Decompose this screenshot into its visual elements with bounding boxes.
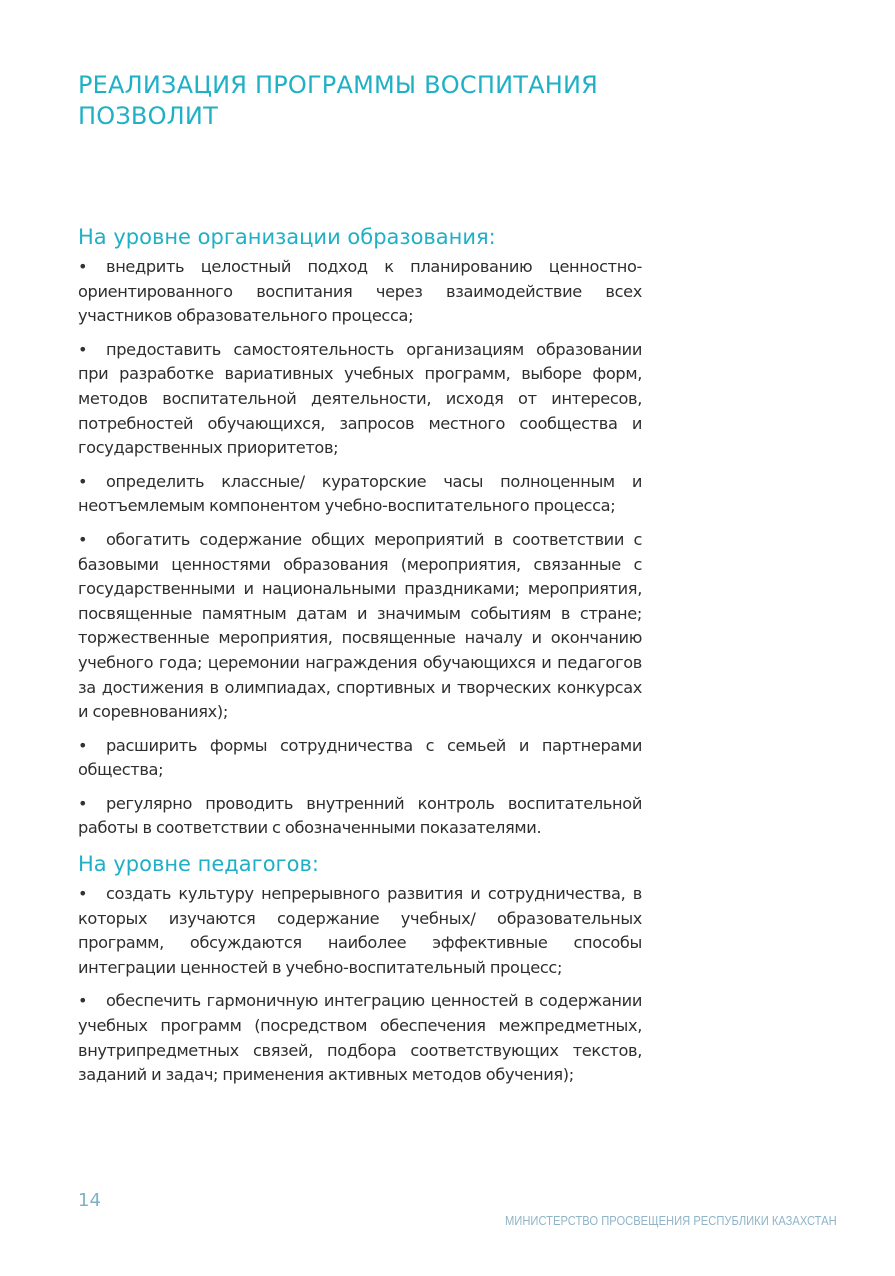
list-item-text: создать культуру непрерывного развития и сотрудничества, в которых изучаются содержание учебных/ образовательных программ, обсуждаются наиболее эффективные способы интеграции ценностей в учебно-воспитательный процесс; xyxy=(78,884,642,977)
bullet-icon: • xyxy=(78,471,88,491)
bullet-icon: • xyxy=(78,257,88,276)
page-title: РЕАЛИЗАЦИЯ ПРОГРАММЫ ВОСПИТАНИЯ ПОЗВОЛИТ xyxy=(78,71,598,130)
main-content xyxy=(78,222,642,1088)
section-heading-organization: На уровне организации образования: xyxy=(78,225,496,249)
bullet-list-organization xyxy=(78,255,642,841)
list-item-text: обогатить содержание общих мероприятий в соответствии с базовыми ценностями образования (мероприятия, связанные с государственными и национальными праздниками; мероприятия, посвященные памятным датам и значимым событиям в стране; торжественные мероприятия, посвященные началу и окончанию учебного года; церемонии награждения обучающихся и педагогов за достижения в олимпиадах, спортивных и творческих конкурсах и соревнованиях); xyxy=(78,529,642,722)
footer-ministry: МИНИСТЕРСТВО ПРОСВЕЩЕНИЯ РЕСПУБЛИКИ КАЗАХСТАН xyxy=(505,1213,837,1228)
bullet-icon: • xyxy=(78,735,88,755)
page-number: 14 xyxy=(78,1190,101,1211)
list-item xyxy=(78,882,642,980)
list-item-text: расширить формы сотрудничества с семьей и партнерами общества; xyxy=(78,735,642,780)
section-organization xyxy=(78,222,642,841)
list-item xyxy=(78,255,642,329)
bullet-icon: • xyxy=(78,991,88,1011)
list-item xyxy=(78,734,642,783)
list-item-text: обеспечить гармоничную интеграцию ценностей в содержании учебных программ (посредством обеспечения межпредметных, внутрипредметных связей, подбора соответствующих текстов, заданий и задач; применения активных методов обучения); xyxy=(78,991,642,1085)
list-item-text: регулярно проводить внутренний контроль воспитательной работы в соответствии с обозначенными показателями. xyxy=(78,793,642,838)
list-item xyxy=(78,989,642,1087)
section-heading-teachers: На уровне педагогов: xyxy=(78,852,319,877)
section-teachers xyxy=(78,849,642,1088)
bullet-list-teachers xyxy=(78,882,642,1088)
bullet-icon: • xyxy=(78,793,88,813)
list-item xyxy=(78,338,642,461)
bullet-icon: • xyxy=(78,339,88,359)
list-item xyxy=(78,528,642,725)
list-item-text: предоставить самостоятельность организациям образовании при разработке вариативных учебных программ, выборе форм, методов воспитательной деятельности, исходя от интересов, потребностей обучающихся, запросов местного сообщества и государственных приоритетов; xyxy=(78,339,642,458)
list-item xyxy=(78,792,642,841)
list-item xyxy=(78,470,642,519)
list-item-text: внедрить целостный подход к планированию ценностно-ориентированного воспитания через взаимодействие всех участников образовательного процесса; xyxy=(78,257,642,326)
list-item-text: определить классные/ кураторские часы полноценным и неотъемлемым компонентом учебно-воспитательного процесса; xyxy=(78,471,642,516)
bullet-icon: • xyxy=(78,529,88,549)
bullet-icon: • xyxy=(78,884,88,904)
